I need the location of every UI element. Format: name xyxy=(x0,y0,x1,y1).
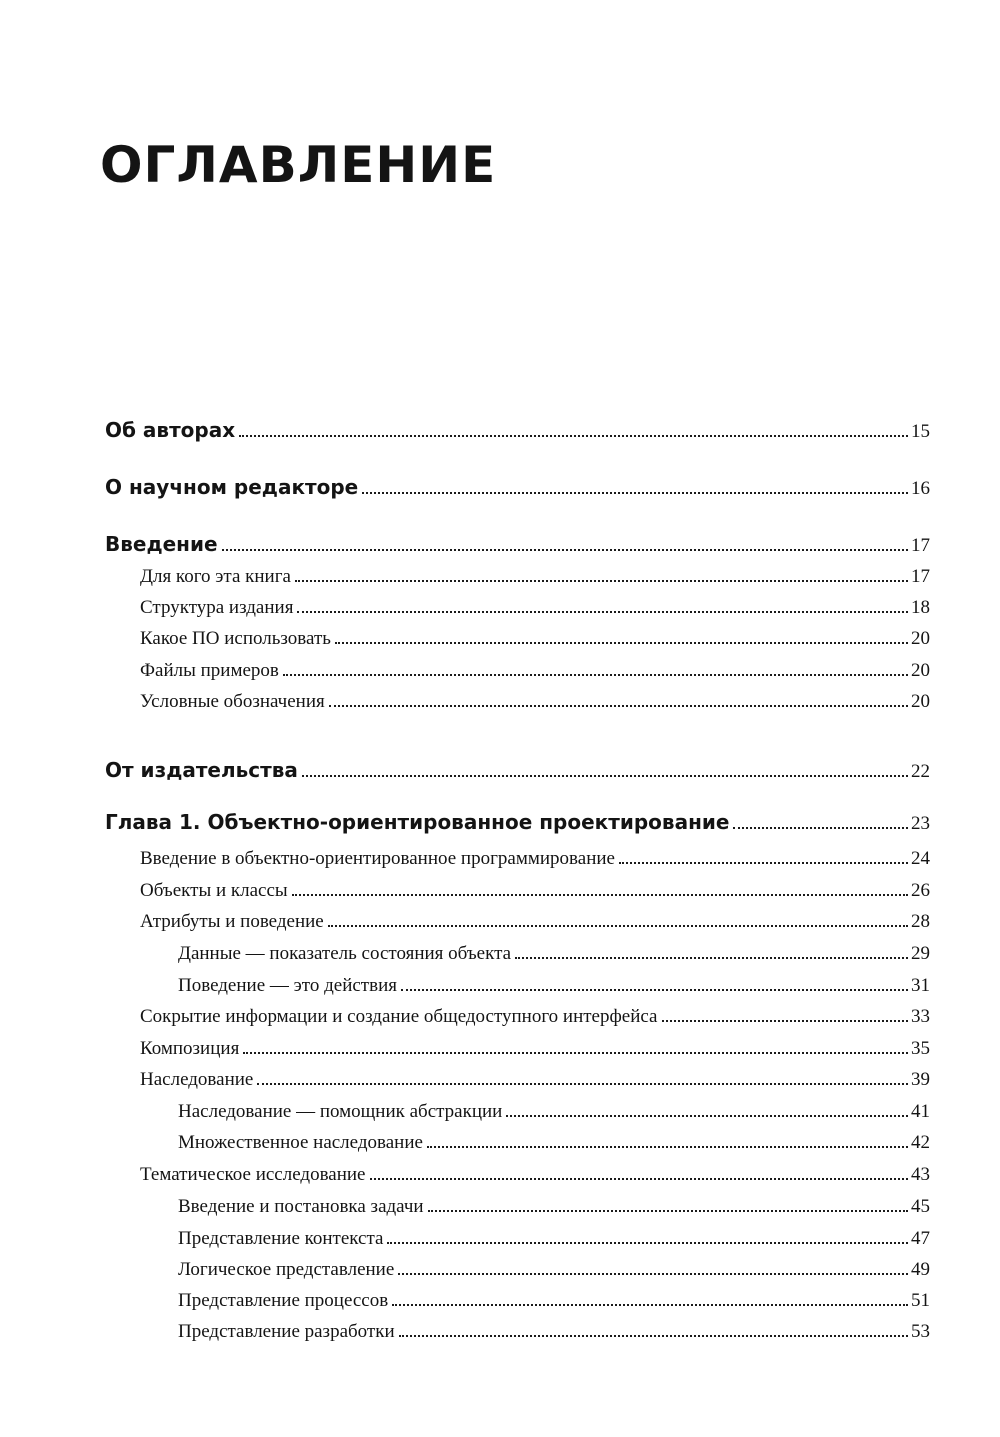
toc-entry-intro-and-problem[interactable] xyxy=(178,1196,930,1218)
toc-entry-about-scientific-editor[interactable] xyxy=(105,475,930,500)
toc-entry-page: 20 xyxy=(911,660,930,681)
toc-entry-title: Наследование xyxy=(140,1069,254,1090)
toc-entry-attributes-and-behavior[interactable] xyxy=(140,911,930,933)
dot-leader xyxy=(302,775,908,777)
toc-entry-page: 42 xyxy=(911,1132,930,1153)
toc-entry-title: Какое ПО использовать xyxy=(140,628,331,649)
toc-entry-inheritance-abstraction[interactable] xyxy=(178,1101,930,1123)
toc-entry-title: Множественное наследование xyxy=(178,1132,423,1153)
toc-entry-page: 17 xyxy=(911,535,930,556)
toc-entry-page: 20 xyxy=(911,691,930,712)
toc-entry-page: 20 xyxy=(911,628,930,649)
toc-entry-title: Объекты и классы xyxy=(140,880,288,901)
toc-entry-chapter-1[interactable] xyxy=(105,810,930,835)
toc-entry-title: Тематическое исследование xyxy=(140,1164,366,1185)
toc-entry-title: Структура издания xyxy=(140,597,294,618)
dot-leader xyxy=(515,957,908,959)
toc-entry-introduction[interactable] xyxy=(105,532,930,557)
toc-entry-software-to-use[interactable] xyxy=(140,628,930,650)
toc-entry-title: Файлы примеров xyxy=(140,660,279,681)
toc-entry-title: Данные — показатель состояния объекта xyxy=(178,943,512,964)
toc-entry-about-authors[interactable] xyxy=(105,418,930,443)
toc-entry-page: 29 xyxy=(911,943,930,964)
toc-entry-title: Композиция xyxy=(140,1038,240,1059)
toc-entry-page: 17 xyxy=(911,566,930,587)
toc-entry-intro-to-oop[interactable] xyxy=(140,848,930,870)
toc-entry-development-view[interactable] xyxy=(178,1321,930,1343)
toc-entry-inheritance[interactable] xyxy=(140,1069,930,1091)
toc-entry-process-view[interactable] xyxy=(178,1290,930,1312)
dot-leader xyxy=(401,989,908,991)
dot-leader xyxy=(222,549,908,551)
dot-leader xyxy=(295,580,908,582)
toc-entry-page: 39 xyxy=(911,1069,930,1090)
dot-leader xyxy=(506,1115,908,1117)
toc-entry-title: Представление контекста xyxy=(178,1228,384,1249)
page-title: ОГЛАВЛЕНИЕ xyxy=(100,136,497,194)
dot-leader xyxy=(662,1020,909,1022)
toc-entry-data-object-state[interactable] xyxy=(178,943,930,965)
toc-entry-composition[interactable] xyxy=(140,1038,930,1060)
toc-entry-page: 24 xyxy=(911,848,930,869)
toc-entry-title: Наследование — помощник абстракции xyxy=(178,1101,503,1122)
dot-leader xyxy=(297,611,908,613)
dot-leader xyxy=(243,1052,908,1054)
toc-entry-title: Для кого эта книга xyxy=(140,566,291,587)
toc-entry-from-publisher[interactable] xyxy=(105,758,930,783)
toc-entry-title: Представление разработки xyxy=(178,1321,395,1342)
toc-entry-book-structure[interactable] xyxy=(140,597,930,619)
dot-leader xyxy=(427,1146,908,1148)
toc-entry-title: Введение и постановка задачи xyxy=(178,1196,424,1217)
toc-entry-page: 41 xyxy=(911,1101,930,1122)
toc-entry-page: 16 xyxy=(911,478,930,499)
dot-leader xyxy=(328,925,908,927)
toc-entry-title: От издательства xyxy=(105,758,298,782)
toc-entry-title: Введение в объектно-ориентированное программирование xyxy=(140,848,615,869)
toc-entry-behavior-is-actions[interactable] xyxy=(178,975,930,997)
dot-leader xyxy=(283,674,908,676)
dot-leader xyxy=(428,1210,908,1212)
toc-entry-page: 15 xyxy=(911,421,930,442)
toc-entry-page: 53 xyxy=(911,1321,930,1342)
toc-entry-page: 26 xyxy=(911,880,930,901)
toc-entry-page: 45 xyxy=(911,1196,930,1217)
toc-entry-conventions[interactable] xyxy=(140,691,930,713)
toc-entry-case-study[interactable] xyxy=(140,1164,930,1186)
toc-entry-page: 31 xyxy=(911,975,930,996)
toc-entry-context-view[interactable] xyxy=(178,1228,930,1250)
toc-entry-page: 43 xyxy=(911,1164,930,1185)
toc-entry-title: Логическое представление xyxy=(178,1259,395,1280)
dot-leader xyxy=(399,1335,908,1337)
toc-entry-title: Поведение — это действия xyxy=(178,975,397,996)
toc-entry-information-hiding[interactable] xyxy=(140,1006,930,1028)
dot-leader xyxy=(362,492,908,494)
dot-leader xyxy=(335,642,908,644)
dot-leader xyxy=(257,1083,908,1085)
dot-leader xyxy=(387,1242,908,1244)
dot-leader xyxy=(398,1273,908,1275)
toc-entry-page: 47 xyxy=(911,1228,930,1249)
toc-entry-page: 51 xyxy=(911,1290,930,1311)
dot-leader xyxy=(619,862,908,864)
dot-leader xyxy=(370,1178,909,1180)
toc-entry-page: 33 xyxy=(911,1006,930,1027)
toc-entry-logical-view[interactable] xyxy=(178,1259,930,1281)
toc-entry-title: Атрибуты и поведение xyxy=(140,911,324,932)
dot-leader xyxy=(392,1304,908,1306)
toc-entry-who-this-book-is-for[interactable] xyxy=(140,566,930,588)
toc-entry-title: Об авторах xyxy=(105,418,236,442)
toc-entry-page: 18 xyxy=(911,597,930,618)
toc-entry-page: 28 xyxy=(911,911,930,932)
toc-entry-title: О научном редакторе xyxy=(105,475,359,499)
toc-entry-title: Введение xyxy=(105,532,218,556)
toc-entry-title: Представление процессов xyxy=(178,1290,389,1311)
toc-entry-title: Сокрытие информации и создание общедоступного интерфейса xyxy=(140,1006,658,1027)
toc-entry-page: 22 xyxy=(911,761,930,782)
dot-leader xyxy=(733,827,908,829)
toc-entry-objects-and-classes[interactable] xyxy=(140,880,930,902)
dot-leader xyxy=(329,705,908,707)
toc-entry-multiple-inheritance[interactable] xyxy=(178,1132,930,1154)
toc-entry-example-files[interactable] xyxy=(140,660,930,682)
dot-leader xyxy=(239,435,908,437)
toc-entry-title: Условные обозначения xyxy=(140,691,325,712)
toc-entry-page: 35 xyxy=(911,1038,930,1059)
toc-entry-title: Глава 1. Объектно-ориентированное проектирование xyxy=(105,810,730,834)
toc-entry-page: 23 xyxy=(911,813,930,834)
dot-leader xyxy=(292,894,908,896)
toc-entry-page: 49 xyxy=(911,1259,930,1280)
